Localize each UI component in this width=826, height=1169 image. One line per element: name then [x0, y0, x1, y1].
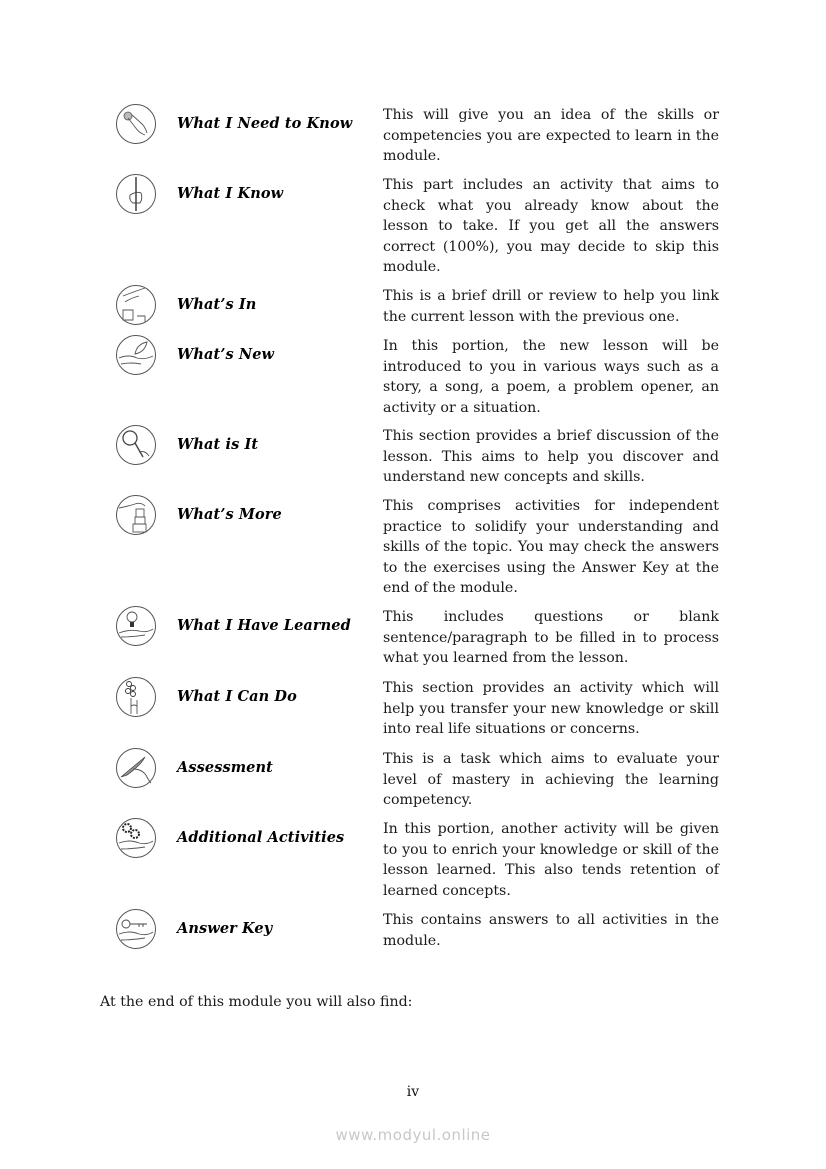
section-description: This section provides an activity which will help you transfer your new knowledge or skill into real life situations or concerns. [383, 680, 719, 738]
section-label: What’s More [177, 506, 282, 523]
section-label: What’s In [177, 296, 257, 313]
section-label: What I Need to Know [177, 115, 353, 132]
section-label: What’s New [177, 346, 275, 363]
hand-flowers-icon [115, 676, 157, 718]
hand-puzzle-icon [115, 284, 157, 326]
hand-sprout-icon [115, 334, 157, 376]
gears-hand-icon [115, 817, 157, 859]
section-description: This comprises activities for independent practice to solidify your understanding and skills of the topic. You may check the answers to the exercises using the Answer Key at the end of the module. [383, 498, 719, 597]
section-label: Assessment [177, 759, 273, 776]
section-description: This section provides a brief discussion of the lesson. This aims to help you discover and understand new concepts and skills. [383, 428, 719, 486]
section-description: This is a task which aims to evaluate your level of mastery in achieving the learning competency. [383, 751, 719, 809]
section-description: This will give you an idea of the skills or competencies you are expected to learn in the module. [383, 107, 719, 165]
section-label: What I Have Learned [177, 617, 351, 634]
section-description: This includes questions or blank sentence/paragraph to be filled in to process what you learned from the lesson. [383, 609, 719, 667]
lightbulb-hand-icon [115, 605, 157, 647]
section-label: Answer Key [177, 920, 273, 937]
section-description: This is a brief drill or review to help you link the current lesson with the previous one. [383, 288, 719, 325]
closing-text: At the end of this module you will also find: [100, 994, 413, 1010]
hand-quill-icon [115, 747, 157, 789]
page-number: iv [406, 1084, 420, 1100]
magnifying-glass-icon [115, 424, 157, 466]
section-description: This contains answers to all activities in the module. [383, 912, 719, 949]
hand-blocks-icon [115, 494, 157, 536]
watermark: www.modyul.online [335, 1126, 491, 1144]
section-label: What I Can Do [177, 688, 297, 705]
section-label: What I Know [177, 185, 284, 202]
hand-pencil-icon [115, 173, 157, 215]
section-description: In this portion, the new lesson will be introduced to you in various ways such as a story, a song, a poem, a problem opener, an activity or a situation. [383, 338, 719, 416]
section-label: What is It [177, 436, 259, 453]
section-description: This part includes an activity that aims to check what you already know about the lesson to take. If you get all the answers correct (100%), you may decide to skip this module. [383, 177, 719, 276]
hand-touch-icon [115, 103, 157, 145]
section-description: In this portion, another activity will be given to you to enrich your knowledge or skill of the lesson learned. This also tends retention of learned concepts. [383, 821, 719, 899]
section-label: Additional Activities [177, 829, 345, 846]
key-hand-icon [115, 908, 157, 950]
